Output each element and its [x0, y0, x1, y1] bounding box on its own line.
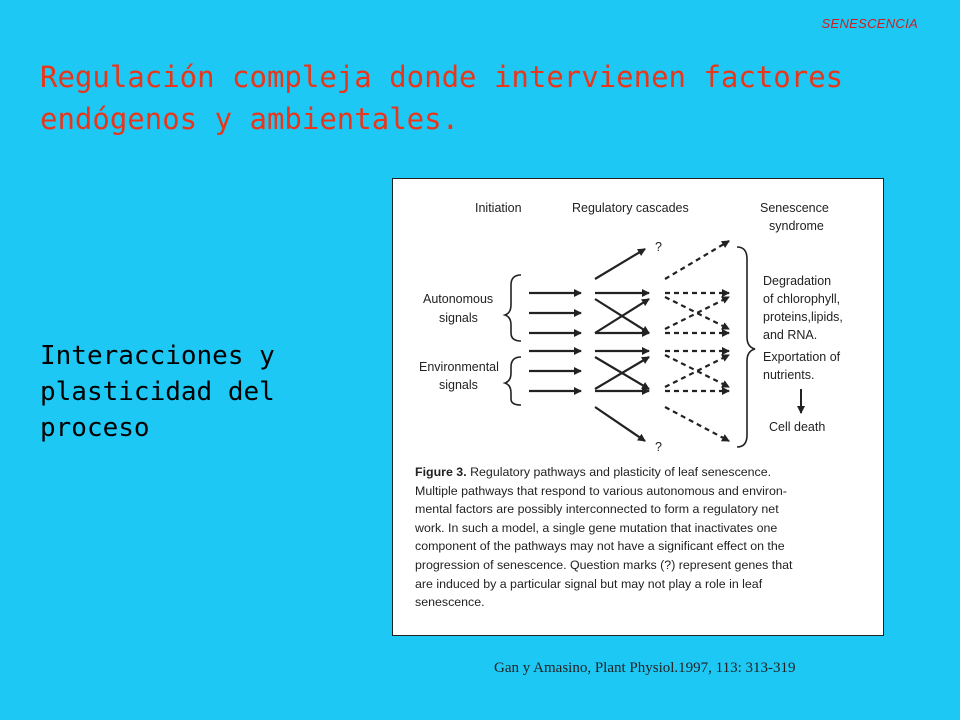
environmental-label: Environmental [419, 360, 499, 374]
side-text [40, 338, 340, 446]
figure-caption [415, 463, 865, 612]
cascade-dashed-arrows [665, 241, 729, 441]
slide-title-line: endógenos y ambientales. [40, 102, 460, 136]
caption-line: work. In such a model, a single gene mutation that inactivates one [415, 520, 778, 535]
header-syndrome: syndrome [769, 219, 824, 233]
header-senescence: Senescence [760, 201, 829, 215]
caption-line: progression of senescence. Question marks (?) represent genes that [415, 557, 793, 572]
pathway-diagram [393, 179, 885, 469]
outcome-line: Exportation of [763, 350, 841, 364]
caption-figure-number: Figure 3. [415, 465, 467, 479]
side-text-line: plasticidad del [40, 377, 275, 407]
figure-panel [392, 178, 884, 636]
outcome-line: proteins,lipids, [763, 310, 843, 324]
caption-line: are induced by a particular signal but may not play a role in leaf [415, 576, 763, 591]
autonomous-bracket [505, 275, 521, 341]
side-text-line: proceso [40, 413, 150, 443]
caption-title: Regulatory pathways and plasticity of leaf senescence. [470, 465, 772, 479]
outcome-line: and RNA. [763, 328, 818, 342]
syndrome-bracket [737, 247, 755, 447]
autonomous-label-signals: signals [439, 311, 478, 325]
outcome-line: nutrients. [763, 368, 815, 382]
outcome-line: Degradation [763, 274, 832, 288]
question-mark-top: ? [655, 240, 662, 254]
citation: Gan y Amasino, Plant Physiol.1997, 113: 313-319 [494, 660, 796, 676]
caption-line: Multiple pathways that respond to various autonomous and environ- [415, 483, 787, 498]
slide-title-line: Regulación compleja donde intervienen factores [40, 60, 844, 94]
header-initiation: Initiation [475, 201, 522, 215]
cell-death-label: Cell death [769, 420, 826, 434]
slide-tag: SENESCENCIA [821, 16, 918, 31]
autonomous-label: Autonomous [423, 292, 494, 306]
cascade-solid-arrows [595, 249, 649, 441]
question-mark-bottom: ? [655, 440, 662, 454]
environmental-label-signals: signals [439, 378, 478, 392]
caption-line: component of the pathways may not have a significant effect on the [415, 539, 785, 554]
caption-line [415, 463, 865, 482]
caption-line: mental factors are possibly interconnected to form a regulatory net [415, 502, 779, 517]
side-text-line: Interacciones y [40, 341, 275, 371]
slide-title [40, 56, 920, 140]
header-regulatory-cascades: Regulatory cascades [572, 201, 689, 215]
environmental-bracket [505, 357, 521, 405]
input-arrows [529, 293, 581, 391]
caption-line: senescence. [415, 595, 485, 610]
outcome-line: of chlorophyll, [763, 292, 841, 306]
